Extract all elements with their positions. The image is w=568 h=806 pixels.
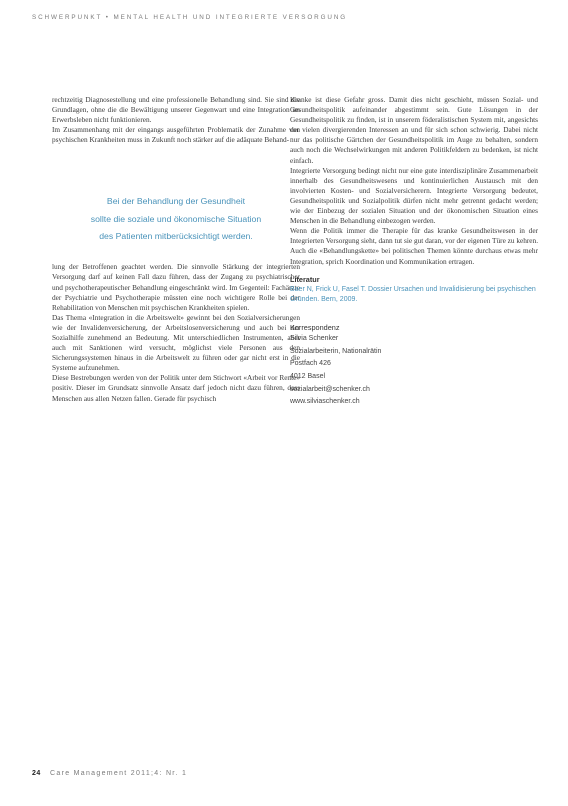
contact-pobox: Postfach 426 — [290, 360, 331, 368]
body-paragraph: Das Thema «Integration in die Arbeitswelt» gewinnt bei den Sozialversicherungen wie der Invalidenversicherung, der Arbeitslosenversicherung und auch bei der Sozialhilfe zunehmend an Bedeutung. Mit unterschiedlichen Instrumenten, aber auch mit Sanktionen wird versucht, möglichst viele Personen aus den Sicherungssystemen hinaus in die Arbeitswelt zu führen oder gar nicht erst in die Systeme aufzunehmen. — [52, 312, 300, 373]
correspondence-heading: Korrespondenz — [290, 323, 340, 333]
contact-role: Sozialarbeiterin, Nationalrätin — [290, 347, 382, 355]
contact-city: 4012 Basel — [290, 372, 326, 380]
contact-website: www.silviaschenker.ch — [290, 398, 360, 406]
left-column — [52, 95, 300, 404]
pull-quote-line: Bei der Behandlung der Gesundheit — [106, 196, 246, 207]
pull-quote-line: sollte die soziale und ökonomische Situation — [90, 213, 262, 224]
page-footer — [32, 770, 187, 777]
pull-quote — [52, 193, 300, 245]
body-paragraph: Wenn die Politik immer die Therapie für das kranke Gesundheitswesen in der Integrierten Versorgung sieht, dann tut sie gut daran, vor der eigenen Türe zu kehren. Auch die «Behandlungskette» bei politischen Themen könnte durchaus etwas mehr Integration, sprich Koordination und Kommunikation ertragen. — [290, 226, 539, 266]
page-number: 24 — [32, 770, 41, 777]
contact-name: Silvia Schenker — [290, 335, 339, 343]
contact-block — [290, 333, 538, 409]
body-paragraph: lung der Betroffenen geachtet werden. Die sinnvolle Stärkung der integrierten Versorgung darf auf keinen Fall dazu führen, dass der Zugang zu psychiatrischer und psychotherapeutischer Behandlung eingeschränkt wird. Im Gegenteil: Fachärzte der Psychiatrie und Psychotherapie müssten eine noch wichtigere Rolle bei der Rehabilitation von Menschen mit psychischen Krankheiten spielen. — [52, 262, 300, 312]
pull-quote-line: des Patienten mitberücksichtigt werden. — [99, 231, 253, 242]
body-paragraph: Diese Bestrebungen werden von der Politik unter dem Stichwort «Arbeit vor Rente» positiv. Dieser im Grundsatz sinnvolle Ansatz darf jedoch nicht dazu führen, dass Menschen aus allen Netzen fallen. Gerade für psychisch — [52, 373, 300, 403]
right-column — [290, 95, 538, 409]
literature-heading: Literatur — [290, 274, 320, 284]
body-paragraph: rechtzeitig Diagnosestellung und eine professionelle Behandlung sind. Sie sind die Grundlagen, ohne die die Bewältigung unserer Gegenwart und eine Integration im Erwerbsleben nicht funktionieren. — [52, 95, 300, 125]
literature-reference: Baer N, Frick U, Fasel T. Dossier Ursachen und Invalidisierung bei psychischen Gründen. Bern, 2009. — [290, 285, 536, 303]
body-paragraph: Im Zusammenhang mit der eingangs ausgeführten Problematik der Zunahme von psychischen Krankheiten muss in Zukunft noch stärker auf die adäquate Behand- — [52, 125, 300, 145]
body-paragraph: Kranke ist diese Gefahr gross. Damit dies nicht geschieht, müssen Sozial- und Gesundheitspolitik aufeinander abgestimmt sein. Gute Lösungen in der Gesundheitspolitik zu finden, ist in unserem föderalistischen System mit, angesichts der vielen divergierenden Interessen an und für sich schon schwierig. Dabei nicht nur das politische Gärtchen der Gesundheitspolitik im Auge zu behalten, sondern auch noch die Wechselwirkungen mit anderen Politikfeldern zu bedenken, ist nicht einfach. — [290, 95, 538, 165]
publication-info: Care Management 2011;4: Nr. 1 — [50, 770, 188, 777]
body-paragraph: Integrierte Versorgung bedingt nicht nur eine gute interdisziplinäre Zusammenarbeit innerhalb des Gesundheitswesens und kontinuierlichen Austausch mit den involvierten Kosten- und Sozialversicherern. Integrierte Versorgung bedeutet, Gesundheitspolitik und Sozialpolitik dürfen nicht mehr getrennt gedacht werden; wie der Einbezug der sozialen Situation und der ökonomischen Situation eines Menschen in die Behandlung einbezogen werden. — [290, 165, 538, 226]
running-header: SCHWERPUNKT • MENTAL HEALTH UND INTEGRIERTE VERSORGUNG — [32, 14, 348, 21]
contact-email: sozialarbeit@schenker.ch — [290, 385, 370, 393]
